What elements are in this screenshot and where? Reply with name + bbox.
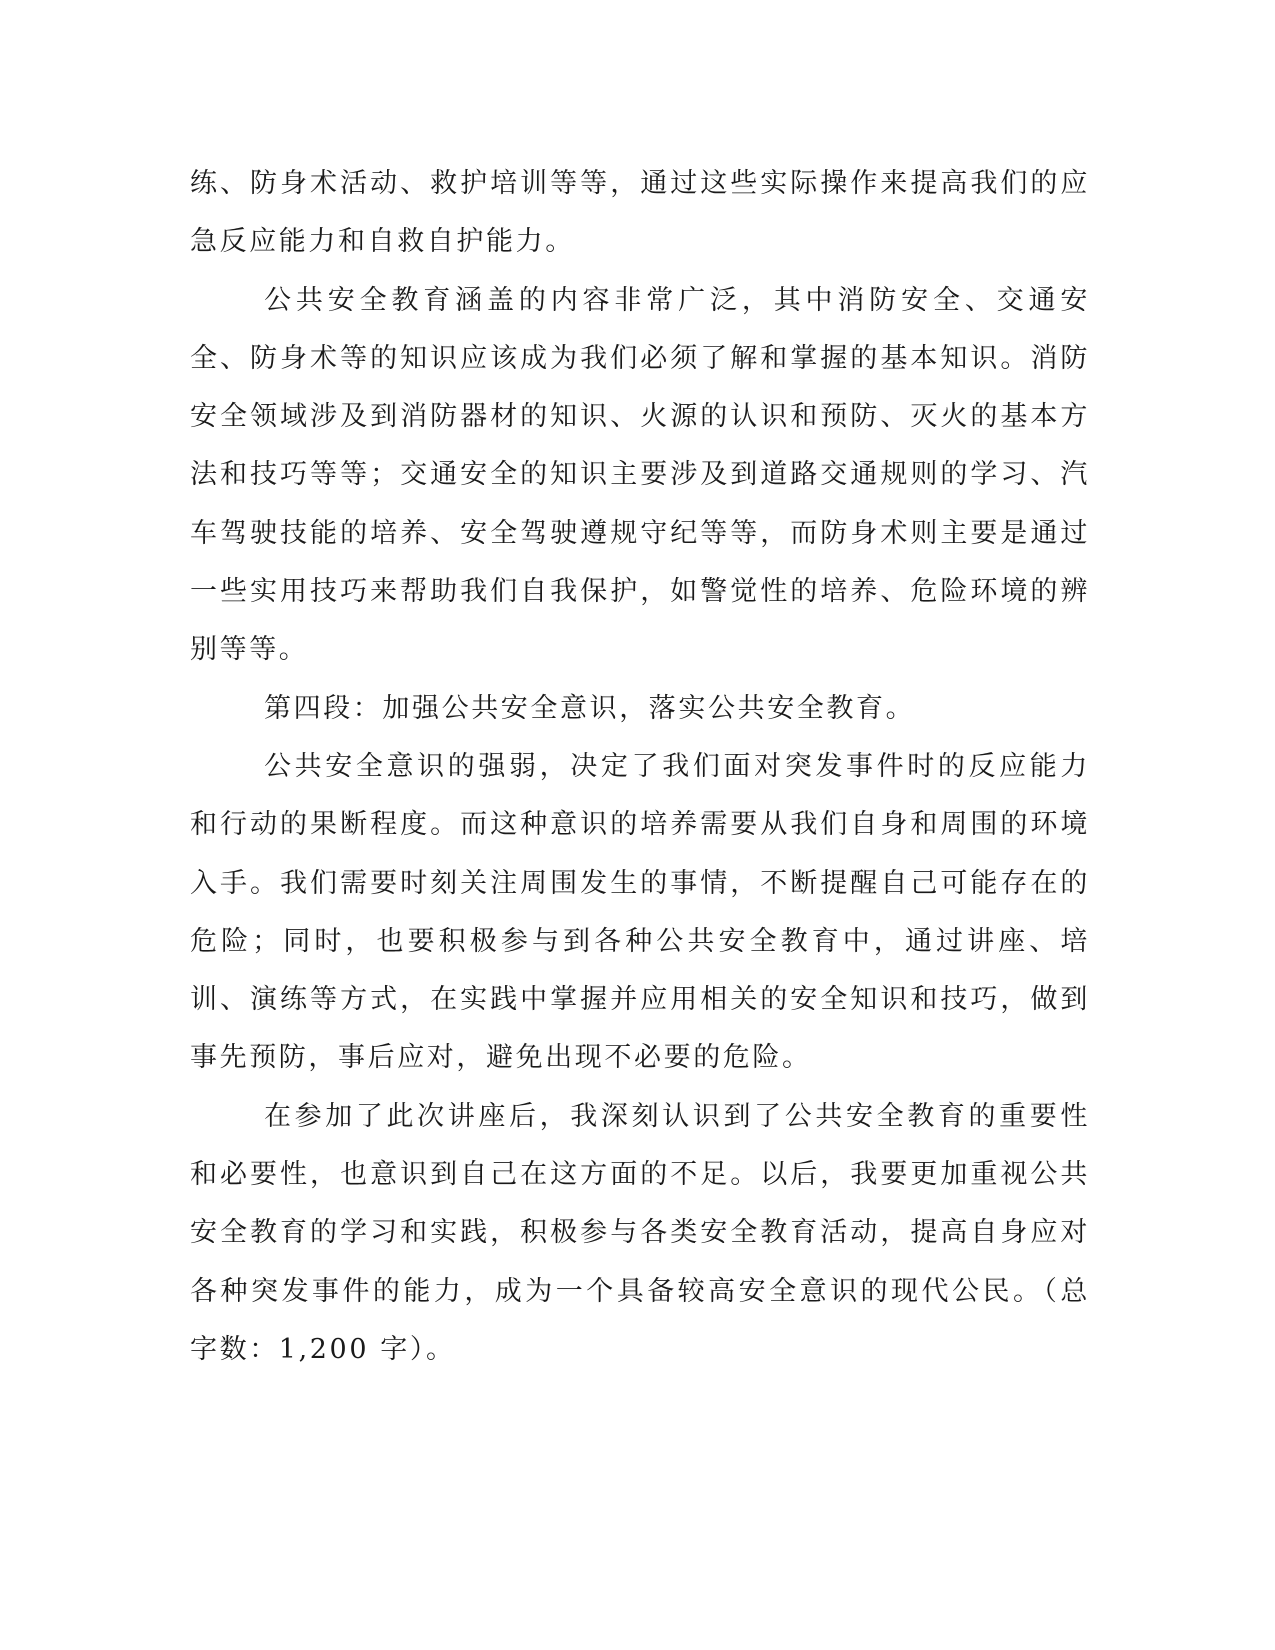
paragraph-conclusion: 在参加了此次讲座后，我深刻认识到了公共安全教育的重要性和必要性，也意识到自己在这方面的不足。以后，我要更加重视公共安全教育的学习和实践，积极参与各类安全教育活动，提高自身应对各种突发事件的能力，成为一个具备较高安全意识的现代公民。（总字数：1,200 字）。 [190, 1100, 1090, 1365]
paragraph-safety-awareness: 公共安全意识的强弱，决定了我们面对突发事件时的反应能力和行动的果断程度。而这种意识的培养需要从我们自身和周围的环境入手。我们需要时刻关注周围发生的事情，不断提醒自己可能存在的危险；同时，也要积极参与到各种公共安全教育中，通过讲座、培训、演练等方式，在实践中掌握并应用相关的安全知识和技巧，做到事先预防，事后应对，避免出现不必要的危险。 [190, 750, 1090, 1074]
document-body [190, 155, 1090, 1379]
section-heading-part-four: 第四段：加强公共安全意识，落实公共安全教育。 [264, 692, 916, 724]
paragraph-safety-content: 公共安全教育涵盖的内容非常广泛，其中消防安全、交通安全、防身术等的知识应该成为我们必须了解和掌握的基本知识。消防安全领域涉及到消防器材的知识、火源的认识和预防、灭火的基本方法和技巧等等；交通安全的知识主要涉及到道路交通规则的学习、汽车驾驶技能的培养、安全驾驶遵规守纪等等，而防身术则主要是通过一些实用技巧来帮助我们自我保护，如警觉性的培养、危险环境的辨别等等。 [190, 284, 1090, 666]
paragraph-continuation: 练、防身术活动、救护培训等等，通过这些实际操作来提高我们的应急反应能力和自救自护能力。 [190, 168, 1090, 258]
